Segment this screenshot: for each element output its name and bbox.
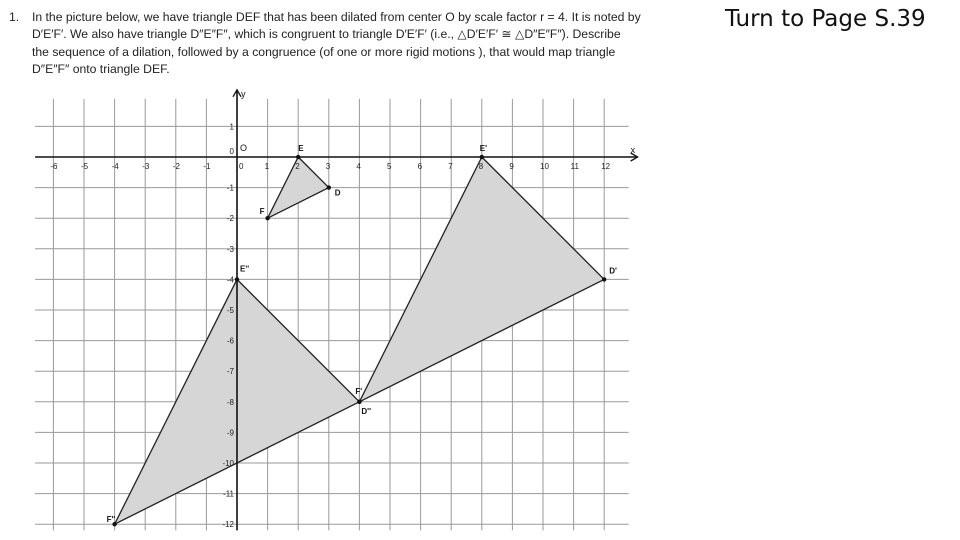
x-tick-label: 7: [448, 162, 453, 171]
y-tick-label: -1: [226, 183, 234, 193]
x-tick-label: 1: [264, 162, 270, 171]
problem-number: 1.: [9, 10, 20, 24]
y-tick-label: -10: [222, 459, 234, 468]
vertex-point: [357, 400, 361, 404]
x-tick-label: -1: [203, 162, 211, 171]
vertex-label: D: [334, 188, 341, 198]
vertex-label: E: [298, 144, 304, 153]
y-tick-label: -6: [226, 336, 234, 346]
x-tick-label: 9: [509, 162, 514, 171]
x-tick-label: 4: [356, 162, 361, 171]
y-tick-label: 0: [229, 147, 234, 156]
vertex-label: E'': [240, 264, 250, 274]
vertex-point: [296, 155, 300, 159]
problem-line: D′E′F′. We also have triangle D″E″F″, which is congruent to triangle D′E′F′ (i.e., △D′E′F′ ≅ △D″E″F″). Describe: [32, 27, 621, 42]
x-tick-label: -4: [111, 162, 119, 171]
y-tick-label: -7: [226, 367, 234, 377]
x-tick-label: 6: [417, 162, 423, 171]
y-tick-label: -11: [223, 489, 234, 499]
page-reference-note: Turn to Page S.39: [725, 6, 926, 32]
y-axis-label: y: [241, 88, 246, 99]
x-tick-label: 5: [387, 162, 392, 171]
vertex-point: [327, 185, 331, 189]
vertex-label: F'': [106, 515, 116, 525]
vertex-label: E': [479, 144, 488, 153]
vertex-point: [235, 277, 239, 281]
y-tick-label: -8: [226, 397, 234, 407]
problem-line: In the picture below, we have triangle DEF that has been dilated from center O by scale factor r = 4. It is noted by: [32, 10, 641, 24]
x-tick-label: 0: [239, 162, 244, 171]
x-tick-label: 3: [325, 162, 331, 171]
x-tick-label: 2: [295, 162, 300, 171]
problem-line: the sequence of a dilation, followed by a congruence (of one or more rigid motions ), that would map triangle: [32, 44, 616, 59]
origin-label: O: [240, 143, 248, 153]
tick-labels: [50, 122, 610, 529]
x-tick-label: -3: [142, 162, 150, 171]
vertex-label: D': [609, 266, 617, 276]
y-tick-label: -12: [222, 520, 234, 530]
y-tick-label: -5: [226, 306, 234, 315]
y-tick-label: -9: [226, 428, 234, 438]
x-tick-label: -2: [172, 162, 180, 171]
x-tick-label: 10: [540, 162, 549, 171]
y-tick-label: -4: [226, 275, 234, 285]
y-tick-label: -3: [226, 244, 234, 254]
problem-line: D″E″F″ onto triangle DEF.: [32, 62, 170, 77]
x-tick-label: -6: [50, 162, 58, 171]
x-axis-label: x: [630, 145, 636, 155]
x-tick-label: 11: [570, 162, 579, 171]
y-tick-label: -2: [226, 214, 234, 224]
vertex-point: [265, 216, 269, 220]
y-tick-label: 1: [229, 122, 234, 132]
vertex-label: D'': [361, 406, 371, 416]
x-tick-label: 12: [601, 162, 611, 171]
vertex-label: F': [355, 386, 363, 396]
vertex-point: [602, 277, 606, 281]
vertex-label: F: [259, 207, 265, 217]
vertex-point: [480, 155, 484, 159]
x-tick-label: 8: [478, 162, 484, 171]
x-tick-label: -5: [81, 162, 89, 171]
